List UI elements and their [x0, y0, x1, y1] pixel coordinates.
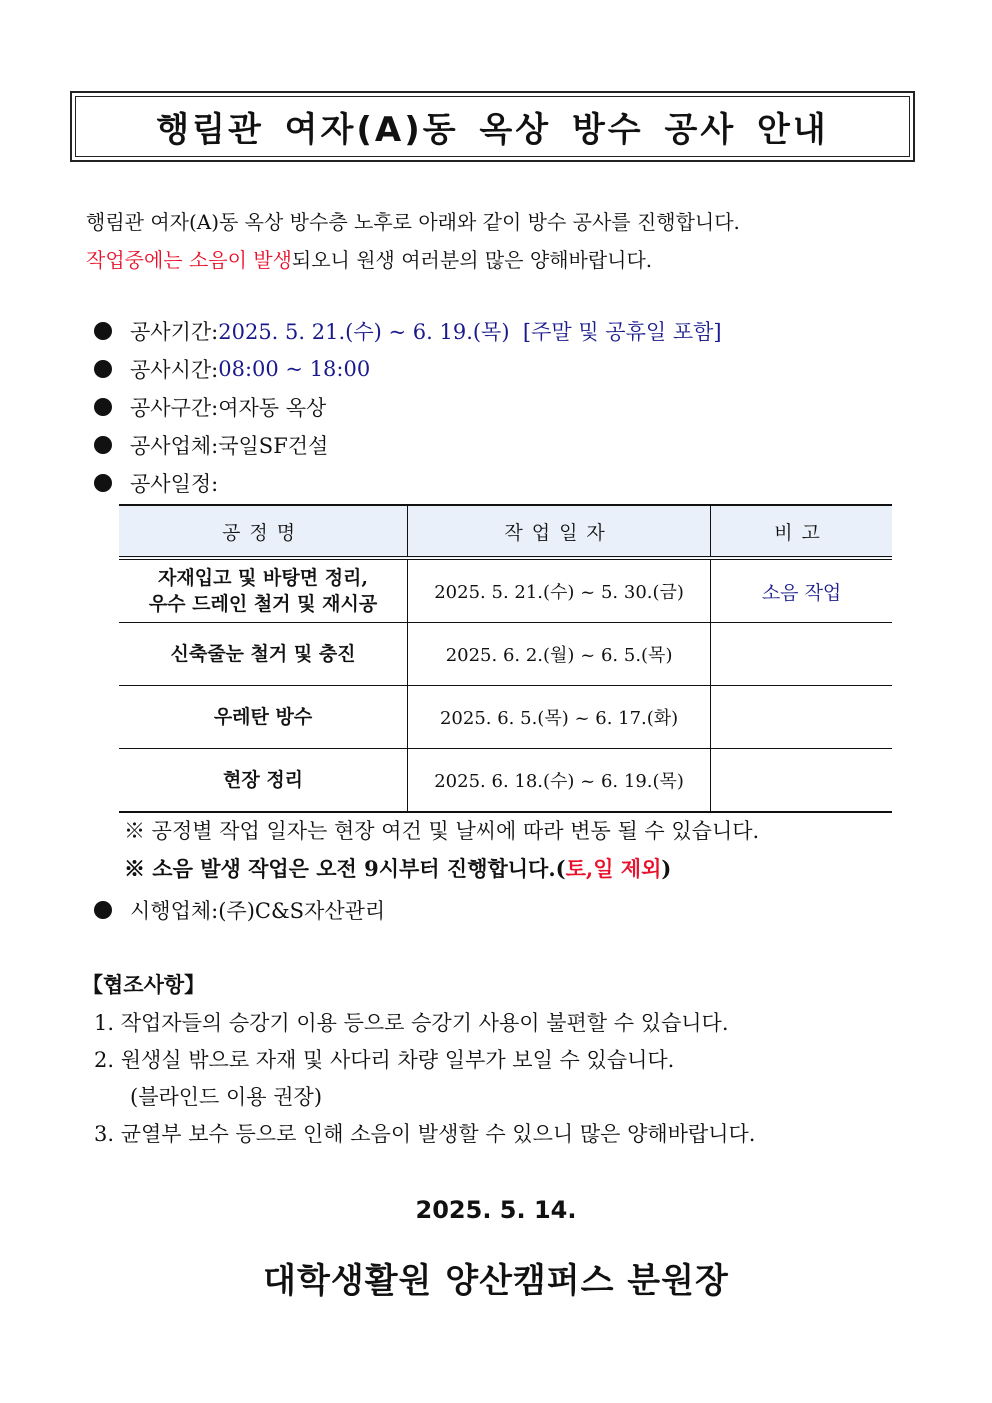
process-name: [119, 558, 408, 623]
schedule-table: [119, 504, 892, 813]
title-box: [70, 91, 915, 162]
process-name-line-2: 우수 드레인 철거 및 재시공: [148, 593, 378, 615]
remark: [711, 686, 892, 749]
process-name: 신축줄눈 철거 및 충진: [119, 623, 408, 686]
time-label: 공사시간:: [130, 358, 219, 382]
list-item: 1. 작업자들의 승강기 이용 등으로 승강기 사용이 불편할 수 있습니다.: [94, 1010, 729, 1035]
list-item: 3. 균열부 보수 등으로 인해 소음이 발생할 수 있으니 많은 양해바랍니다.: [94, 1121, 756, 1146]
list-item-sub: (블라인드 이용 권장): [130, 1084, 323, 1109]
title-inner-border: [75, 96, 910, 157]
executor-value: (주)C&S자산관리: [218, 899, 386, 923]
process-name: 현장 정리: [119, 749, 408, 813]
notice-date: 2025. 5. 14.: [415, 1196, 577, 1224]
header-remarks: 비고: [711, 505, 892, 558]
bullet-dot-icon: [94, 360, 112, 378]
bullet-dot-icon: [94, 398, 112, 416]
remark: [711, 623, 892, 686]
table-row: [119, 686, 892, 749]
bullet-dot-icon: [94, 322, 112, 340]
period-label: 공사기간:: [130, 320, 219, 344]
table-header-row: [119, 505, 892, 558]
bullet-schedule: [94, 464, 722, 502]
cooperation-heading: 【협조사항】: [82, 972, 206, 997]
process-name-line-1: 자재입고 및 바탕면 정리,: [158, 567, 369, 589]
table-row: [119, 749, 892, 813]
company-value: 국일SF건설: [218, 434, 329, 458]
info-bullets: [94, 312, 722, 502]
work-date: 2025. 5. 21.(수) ~ 5. 30.(금): [408, 558, 711, 623]
intro-line-1: 행림관 여자(A)동 옥상 방수층 노후로 아래와 같이 방수 공사를 진행합니다.: [86, 210, 740, 234]
intro-noise-warning: 작업중에는 소음이 발생: [86, 248, 292, 272]
bullet-section: [94, 388, 722, 426]
intro-line-2-rest: 되오니 원생 여러분의 많은 양해바랍니다.: [291, 248, 653, 272]
executor-label: 시행업체:: [130, 899, 219, 923]
work-date: 2025. 6. 5.(목) ~ 6. 17.(화): [408, 686, 711, 749]
process-name: 우레탄 방수: [119, 686, 408, 749]
list-item: 2. 원생실 밖으로 자재 및 사다리 차량 일부가 보일 수 있습니다.: [94, 1047, 675, 1072]
section-value: 여자동 옥상: [218, 396, 327, 420]
section-label: 공사구간:: [130, 396, 219, 420]
table-row: [119, 623, 892, 686]
cooperation-list: [94, 1003, 755, 1151]
work-date: 2025. 6. 2.(월) ~ 6. 5.(목): [408, 623, 711, 686]
note-change-notice: ※ 공정별 작업 일자는 현장 여건 및 날씨에 따라 변동 될 수 있습니다.: [124, 819, 760, 843]
work-date: 2025. 6. 18.(수) ~ 6. 19.(목): [408, 749, 711, 813]
schedule-label: 공사일정:: [130, 472, 219, 496]
header-process: 공정명: [119, 505, 408, 558]
bullet-time: [94, 350, 722, 388]
bullet-dot-icon: [94, 436, 112, 454]
bullet-dot-icon: [94, 474, 112, 492]
period-value: 2025. 5. 21.(수) ~ 6. 19.(목) [주말 및 공휴일 포함]: [218, 320, 722, 344]
time-value: 08:00 ~ 18:00: [218, 357, 371, 381]
signer: 대학생활원 양산캠퍼스 분원장: [263, 1261, 729, 1301]
note-noise-main: ※ 소음 발생 작업은 오전 9시부터 진행합니다.(: [124, 856, 566, 881]
intro-line-2: [86, 241, 740, 279]
schedule-notes: [124, 811, 759, 887]
table-row: [119, 558, 892, 623]
bullet-dot-icon: [94, 901, 112, 919]
note-noise-end: ): [661, 855, 672, 881]
bullet-period: [94, 312, 722, 350]
remark: [711, 749, 892, 813]
note-noise-hours: [124, 849, 759, 887]
note-noise-exception: 토,일 제외: [565, 856, 662, 881]
company-label: 공사업체:: [130, 434, 219, 458]
header-date: 작업일자: [408, 505, 711, 558]
page-title: 행림관 여자(A)동 옥상 방수 공사 안내: [156, 110, 829, 150]
bullet-company: [94, 426, 722, 464]
remark: 소음 작업: [711, 558, 892, 623]
bullet-executor: [94, 891, 385, 929]
intro-paragraph: [86, 203, 740, 279]
